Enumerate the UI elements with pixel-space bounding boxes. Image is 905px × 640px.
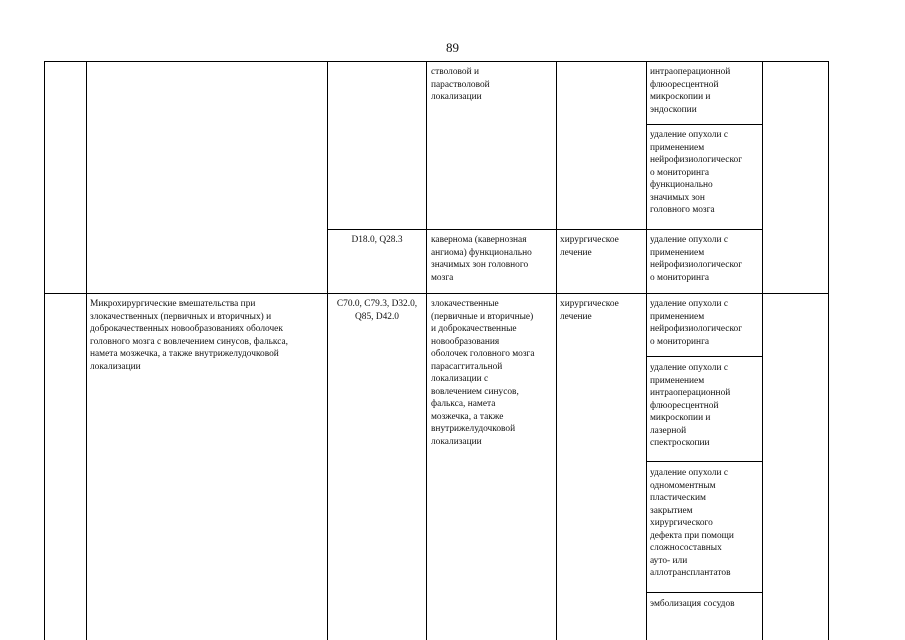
- diagnosis-cell: кавернома (кавернозная ангиома) функционально значимых зон головного мозга: [431, 235, 532, 283]
- column-border: [646, 61, 647, 640]
- icd-codes-cell: C70.0, C79.3, D32.0, Q85, D42.0: [336, 299, 418, 322]
- table-top-border: [44, 61, 829, 62]
- method-cell: удаление опухоли с применением интраоперационной флюоресцентной микроскопии и лазерной спектроскопии: [650, 363, 731, 448]
- method-cell: интраоперационной флюоресцентной микроскопии и эндоскопии: [650, 67, 731, 115]
- intervention-name-cell: Микрохирургические вмешательства при злокачественных (первичных и вторичных) и доброкачественных новообразованиях оболочек головного мозга с вовлечением синусов, фалькса, намета мозжечка, а также внутрижелудочковой локализации: [90, 299, 289, 372]
- method-cell: удаление опухоли с применением нейрофизиологическог о мониторинга: [650, 235, 743, 283]
- column-border: [556, 61, 557, 640]
- page-number: 89: [446, 40, 459, 55]
- diagnosis-cell: стволовой и парастволовой локализации: [431, 67, 490, 102]
- column-border: [828, 61, 829, 640]
- column-border: [86, 61, 87, 640]
- column-border: [44, 61, 45, 640]
- row-divider: [44, 293, 829, 294]
- method-cell: удаление опухоли с одномоментным пластическим закрытием хирургического дефекта при помощи сложносоставных ауто- или аллотрансплантатов: [650, 468, 734, 578]
- row-divider: [646, 461, 762, 462]
- diagnosis-cell: злокачественные (первичные и вторичные) и доброкачественные новообразования оболочек головного мозга парасаггитальной локализации с вовлечением синусов, фалькса, намета мозжечка, а также внутрижелудочковой локализации: [431, 299, 535, 447]
- row-divider: [646, 356, 762, 357]
- column-border: [762, 61, 763, 640]
- column-border: [327, 61, 328, 640]
- method-cell: эмболизация сосудов: [650, 599, 735, 609]
- icd-codes-cell: D18.0, Q28.3: [351, 235, 403, 245]
- column-border: [426, 61, 427, 640]
- treatment-cell: хирургическое лечение: [560, 299, 619, 322]
- row-divider: [327, 229, 762, 230]
- row-divider: [646, 592, 762, 593]
- method-cell: удаление опухоли с применением нейрофизиологическог о мониторинга функционально значимых зон головного мозга: [650, 130, 743, 215]
- treatment-cell: хирургическое лечение: [560, 235, 619, 258]
- method-cell: удаление опухоли с применением нейрофизиологическог о мониторинга: [650, 299, 743, 347]
- row-divider: [646, 124, 762, 125]
